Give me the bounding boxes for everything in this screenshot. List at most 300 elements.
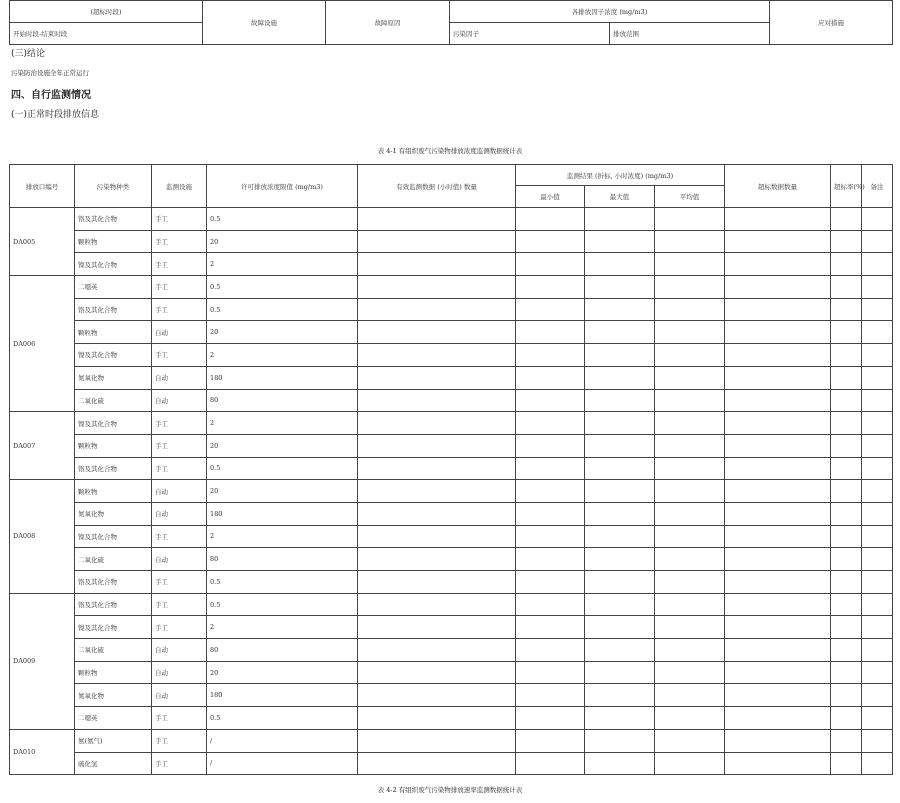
- empty-cell: [358, 253, 516, 276]
- header-facility: 监测设施: [152, 165, 207, 208]
- table-row: [10, 616, 893, 639]
- empty-cell: [725, 457, 831, 480]
- empty-cell: [655, 707, 725, 730]
- empty-cell: [725, 230, 831, 253]
- empty-cell: [358, 412, 516, 435]
- table-row: [10, 707, 893, 730]
- table-row: [10, 298, 893, 321]
- facility-cell: 自动: [152, 389, 207, 412]
- header-limit: 许可排放浓度限值 (mg/m3): [207, 165, 358, 208]
- limit-cell: 80: [207, 389, 358, 412]
- table-row: [10, 729, 893, 752]
- empty-cell: [585, 502, 655, 525]
- empty-cell: [358, 434, 516, 457]
- empty-cell: [585, 616, 655, 639]
- pollutant-cell: 镍及其化合物: [75, 253, 152, 276]
- limit-cell: 20: [207, 480, 358, 503]
- empty-cell: [862, 208, 893, 231]
- facility-cell: 手工: [152, 593, 207, 616]
- facility-cell: 手工: [152, 230, 207, 253]
- limit-cell: 0.5: [207, 571, 358, 594]
- empty-cell: [358, 230, 516, 253]
- facility-cell: 自动: [152, 366, 207, 389]
- empty-cell: [655, 639, 725, 662]
- header-max: 最大值: [585, 186, 655, 208]
- empty-cell: [358, 571, 516, 594]
- empty-cell: [358, 548, 516, 571]
- empty-cell: [831, 230, 862, 253]
- conclusion-heading: (三)结论: [11, 49, 46, 59]
- header-pollutant: 污染物种类: [75, 165, 152, 208]
- limit-cell: 0.5: [207, 707, 358, 730]
- empty-cell: [655, 344, 725, 367]
- limit-cell: 2: [207, 616, 358, 639]
- empty-cell: [862, 548, 893, 571]
- empty-cell: [585, 571, 655, 594]
- empty-cell: [862, 389, 893, 412]
- empty-cell: [725, 502, 831, 525]
- table-row: [10, 571, 893, 594]
- empty-cell: [655, 434, 725, 457]
- empty-cell: [725, 366, 831, 389]
- pollutant-cell: 镍及其化合物: [75, 344, 152, 367]
- pollutant-cell: 铬及其化合物: [75, 298, 152, 321]
- empty-cell: [725, 480, 831, 503]
- header-exceed-count: 超标数据数量: [725, 165, 831, 208]
- empty-cell: [862, 502, 893, 525]
- empty-cell: [358, 684, 516, 707]
- empty-cell: [831, 208, 862, 231]
- empty-cell: [585, 344, 655, 367]
- pollutant-cell: 颗粒物: [75, 321, 152, 344]
- table-row: [10, 208, 893, 231]
- empty-cell: [585, 366, 655, 389]
- table-row: [10, 321, 893, 344]
- empty-cell: [725, 434, 831, 457]
- empty-cell: [358, 661, 516, 684]
- limit-cell: /: [207, 729, 358, 752]
- outlet-cell: DA009: [10, 593, 75, 729]
- empty-cell: [725, 276, 831, 299]
- empty-cell: [516, 457, 585, 480]
- table-row: [10, 593, 893, 616]
- empty-cell: [585, 661, 655, 684]
- empty-cell: [831, 707, 862, 730]
- table1-caption: 表 4-1 有组织废气污染物排放浓度监测数据统计表: [377, 147, 523, 155]
- empty-cell: [358, 321, 516, 344]
- empty-cell: [358, 502, 516, 525]
- empty-cell: [655, 729, 725, 752]
- empty-cell: [516, 752, 585, 775]
- empty-cell: [516, 502, 585, 525]
- subheader-period: 开始时段-结束时段: [10, 23, 203, 45]
- empty-cell: [655, 253, 725, 276]
- empty-cell: [585, 593, 655, 616]
- empty-cell: [862, 230, 893, 253]
- facility-cell: 手工: [152, 729, 207, 752]
- pollutant-cell: 铬及其化合物: [75, 457, 152, 480]
- empty-cell: [862, 707, 893, 730]
- empty-cell: [725, 639, 831, 662]
- table-row: [10, 548, 893, 571]
- table-row: [10, 366, 893, 389]
- empty-cell: [831, 457, 862, 480]
- limit-cell: /: [207, 752, 358, 775]
- limit-cell: 20: [207, 230, 358, 253]
- pollutant-cell: 二噁英: [75, 276, 152, 299]
- empty-cell: [585, 298, 655, 321]
- pollutant-cell: 氨(氨气): [75, 729, 152, 752]
- empty-cell: [831, 752, 862, 775]
- empty-cell: [862, 434, 893, 457]
- empty-cell: [831, 321, 862, 344]
- empty-cell: [831, 480, 862, 503]
- empty-cell: [862, 321, 893, 344]
- empty-cell: [655, 571, 725, 594]
- facility-cell: 手工: [152, 752, 207, 775]
- empty-cell: [655, 593, 725, 616]
- empty-cell: [831, 593, 862, 616]
- empty-cell: [358, 525, 516, 548]
- pollutant-cell: 颗粒物: [75, 661, 152, 684]
- empty-cell: [358, 480, 516, 503]
- empty-cell: [655, 661, 725, 684]
- facility-cell: 手工: [152, 276, 207, 299]
- empty-cell: [516, 616, 585, 639]
- pollutant-cell: 氮氧化物: [75, 502, 152, 525]
- limit-cell: 0.5: [207, 457, 358, 480]
- facility-cell: 自动: [152, 548, 207, 571]
- limit-cell: 2: [207, 344, 358, 367]
- empty-cell: [585, 208, 655, 231]
- header-valid-count: 有效监测数据 (小时值) 数量: [358, 165, 516, 208]
- empty-cell: [655, 684, 725, 707]
- table-row: [10, 344, 893, 367]
- empty-cell: [585, 548, 655, 571]
- empty-cell: [862, 457, 893, 480]
- pollutant-cell: 氮氧化物: [75, 684, 152, 707]
- table-row: [10, 434, 893, 457]
- pollutant-cell: 二氧化硫: [75, 639, 152, 662]
- facility-cell: 自动: [152, 502, 207, 525]
- table-row: [10, 230, 893, 253]
- pollutant-cell: 镍及其化合物: [75, 525, 152, 548]
- conclusion-text: 污染防治设施全年正常运行: [11, 69, 89, 77]
- empty-cell: [862, 729, 893, 752]
- empty-cell: [655, 525, 725, 548]
- empty-cell: [725, 707, 831, 730]
- empty-cell: [862, 752, 893, 775]
- empty-cell: [655, 480, 725, 503]
- facility-cell: 手工: [152, 412, 207, 435]
- empty-cell: [831, 344, 862, 367]
- empty-cell: [585, 321, 655, 344]
- pollutant-cell: 镍及其化合物: [75, 412, 152, 435]
- empty-cell: [831, 571, 862, 594]
- empty-cell: [655, 412, 725, 435]
- empty-cell: [585, 639, 655, 662]
- empty-cell: [585, 230, 655, 253]
- table2-caption: 表 4-2 有组织废气污染物排放速率监测数据统计表: [377, 786, 523, 794]
- empty-cell: [831, 434, 862, 457]
- table-row: [10, 412, 893, 435]
- header-measures: 应对措施: [770, 1, 893, 45]
- empty-cell: [516, 729, 585, 752]
- empty-cell: [831, 298, 862, 321]
- pollutant-cell: 铬及其化合物: [75, 593, 152, 616]
- empty-cell: [831, 684, 862, 707]
- pollutant-cell: 二氧化硫: [75, 389, 152, 412]
- pollutant-cell: 颗粒物: [75, 434, 152, 457]
- empty-cell: [516, 298, 585, 321]
- empty-cell: [516, 412, 585, 435]
- limit-cell: 2: [207, 253, 358, 276]
- facility-cell: 手工: [152, 707, 207, 730]
- limit-cell: 0.5: [207, 298, 358, 321]
- empty-cell: [358, 344, 516, 367]
- empty-cell: [725, 729, 831, 752]
- empty-cell: [725, 253, 831, 276]
- header-exceed-rate: 超标率(%): [831, 165, 862, 208]
- empty-cell: [585, 253, 655, 276]
- limit-cell: 0.5: [207, 208, 358, 231]
- empty-cell: [655, 616, 725, 639]
- empty-cell: [862, 276, 893, 299]
- limit-cell: 0.5: [207, 276, 358, 299]
- empty-cell: [358, 389, 516, 412]
- empty-cell: [585, 412, 655, 435]
- outlet-cell: DA007: [10, 412, 75, 480]
- facility-cell: 手工: [152, 616, 207, 639]
- facility-cell: 手工: [152, 571, 207, 594]
- empty-cell: [516, 321, 585, 344]
- empty-cell: [516, 525, 585, 548]
- limit-cell: 2: [207, 412, 358, 435]
- header-outlet: 排放口编号: [10, 165, 75, 208]
- empty-cell: [831, 525, 862, 548]
- empty-cell: [831, 502, 862, 525]
- empty-cell: [516, 276, 585, 299]
- header-remark: 备注: [862, 165, 893, 208]
- empty-cell: [655, 457, 725, 480]
- monitoring-data-table: [9, 164, 893, 775]
- empty-cell: [725, 684, 831, 707]
- limit-cell: 80: [207, 548, 358, 571]
- table-row: [10, 480, 893, 503]
- header-concentration: 各排放因子浓度 (mg/m3): [450, 1, 770, 23]
- empty-cell: [831, 729, 862, 752]
- empty-cell: [655, 230, 725, 253]
- empty-cell: [585, 707, 655, 730]
- empty-cell: [725, 208, 831, 231]
- pollutant-cell: 二氧化硫: [75, 548, 152, 571]
- empty-cell: [585, 457, 655, 480]
- table-row: [10, 661, 893, 684]
- empty-cell: [516, 593, 585, 616]
- facility-cell: 自动: [152, 321, 207, 344]
- table-row: [10, 253, 893, 276]
- limit-cell: 20: [207, 434, 358, 457]
- empty-cell: [655, 502, 725, 525]
- subsection-heading: (一)正常时段排放信息: [11, 110, 100, 120]
- empty-cell: [585, 276, 655, 299]
- limit-cell: 20: [207, 661, 358, 684]
- empty-cell: [358, 639, 516, 662]
- table-row: [10, 389, 893, 412]
- empty-cell: [725, 389, 831, 412]
- facility-cell: 手工: [152, 298, 207, 321]
- facility-cell: 自动: [152, 684, 207, 707]
- empty-cell: [585, 684, 655, 707]
- table-row: [10, 639, 893, 662]
- facility-cell: 自动: [152, 661, 207, 684]
- empty-cell: [655, 389, 725, 412]
- empty-cell: [358, 593, 516, 616]
- outlet-cell: DA010: [10, 729, 75, 774]
- empty-cell: [831, 276, 862, 299]
- empty-cell: [862, 480, 893, 503]
- empty-cell: [862, 298, 893, 321]
- empty-cell: [831, 616, 862, 639]
- pollutant-cell: 铬及其化合物: [75, 208, 152, 231]
- limit-cell: 0.5: [207, 593, 358, 616]
- empty-cell: [862, 571, 893, 594]
- empty-cell: [516, 548, 585, 571]
- pollutant-cell: 镍及其化合物: [75, 616, 152, 639]
- empty-cell: [516, 253, 585, 276]
- facility-cell: 手工: [152, 253, 207, 276]
- empty-cell: [516, 230, 585, 253]
- header-results: 监测结果 (折标, 小时浓度) (mg/m3): [516, 165, 725, 186]
- empty-cell: [655, 298, 725, 321]
- empty-cell: [358, 457, 516, 480]
- empty-cell: [831, 661, 862, 684]
- empty-cell: [585, 480, 655, 503]
- facility-cell: 自动: [152, 480, 207, 503]
- empty-cell: [516, 684, 585, 707]
- empty-cell: [725, 548, 831, 571]
- empty-cell: [862, 593, 893, 616]
- table-row: [10, 684, 893, 707]
- empty-cell: [585, 434, 655, 457]
- empty-cell: [358, 616, 516, 639]
- empty-cell: [862, 684, 893, 707]
- limit-cell: 2: [207, 525, 358, 548]
- empty-cell: [831, 548, 862, 571]
- empty-cell: [862, 344, 893, 367]
- empty-cell: [655, 366, 725, 389]
- empty-cell: [655, 548, 725, 571]
- empty-cell: [516, 208, 585, 231]
- facility-cell: 手工: [152, 434, 207, 457]
- outlet-cell: DA006: [10, 276, 75, 412]
- empty-cell: [516, 434, 585, 457]
- empty-cell: [516, 571, 585, 594]
- table-row: [10, 525, 893, 548]
- empty-cell: [862, 525, 893, 548]
- facility-cell: 手工: [152, 208, 207, 231]
- empty-cell: [358, 208, 516, 231]
- empty-cell: [358, 276, 516, 299]
- pollutant-cell: 硫化氢: [75, 752, 152, 775]
- outlet-cell: DA005: [10, 208, 75, 276]
- empty-cell: [358, 729, 516, 752]
- header-reason: 故障原因: [326, 1, 450, 45]
- facility-cell: 手工: [152, 344, 207, 367]
- limit-cell: 80: [207, 639, 358, 662]
- empty-cell: [358, 366, 516, 389]
- table-row: [10, 276, 893, 299]
- pollutant-cell: 二噁英: [75, 707, 152, 730]
- empty-cell: [585, 525, 655, 548]
- empty-cell: [862, 366, 893, 389]
- empty-cell: [516, 366, 585, 389]
- pollutant-cell: 颗粒物: [75, 480, 152, 503]
- empty-cell: [516, 639, 585, 662]
- header-facility: 故障设施: [203, 1, 326, 45]
- pollutant-cell: 颗粒物: [75, 230, 152, 253]
- pollutant-cell: 铬及其化合物: [75, 571, 152, 594]
- subheader-factor: 污染因子: [450, 23, 610, 45]
- table-row: [10, 457, 893, 480]
- empty-cell: [831, 253, 862, 276]
- table-row: [10, 502, 893, 525]
- empty-cell: [655, 276, 725, 299]
- limit-cell: 180: [207, 502, 358, 525]
- empty-cell: [516, 480, 585, 503]
- table-row: [10, 752, 893, 775]
- empty-cell: [831, 366, 862, 389]
- empty-cell: [862, 412, 893, 435]
- empty-cell: [725, 412, 831, 435]
- pollutant-cell: 氮氧化物: [75, 366, 152, 389]
- empty-cell: [358, 298, 516, 321]
- header-period: (超标时段): [10, 1, 203, 23]
- empty-cell: [725, 321, 831, 344]
- empty-cell: [655, 321, 725, 344]
- empty-cell: [862, 253, 893, 276]
- empty-cell: [862, 661, 893, 684]
- empty-cell: [585, 729, 655, 752]
- empty-cell: [585, 389, 655, 412]
- subheader-range: 排放范围: [610, 23, 770, 45]
- empty-cell: [725, 571, 831, 594]
- empty-cell: [725, 298, 831, 321]
- limit-cell: 20: [207, 321, 358, 344]
- empty-cell: [358, 752, 516, 775]
- header-avg: 平均值: [655, 186, 725, 208]
- empty-cell: [516, 389, 585, 412]
- empty-cell: [358, 707, 516, 730]
- limit-cell: 180: [207, 684, 358, 707]
- empty-cell: [516, 344, 585, 367]
- empty-cell: [831, 639, 862, 662]
- limit-cell: 180: [207, 366, 358, 389]
- facility-cell: 手工: [152, 525, 207, 548]
- empty-cell: [655, 752, 725, 775]
- empty-cell: [725, 344, 831, 367]
- outlet-cell: DA008: [10, 480, 75, 593]
- section-heading: 四、自行监测情况: [11, 90, 91, 101]
- empty-cell: [831, 412, 862, 435]
- empty-cell: [831, 389, 862, 412]
- facility-cell: 自动: [152, 639, 207, 662]
- empty-cell: [516, 661, 585, 684]
- empty-cell: [655, 208, 725, 231]
- facility-cell: 手工: [152, 457, 207, 480]
- empty-cell: [725, 525, 831, 548]
- empty-cell: [725, 616, 831, 639]
